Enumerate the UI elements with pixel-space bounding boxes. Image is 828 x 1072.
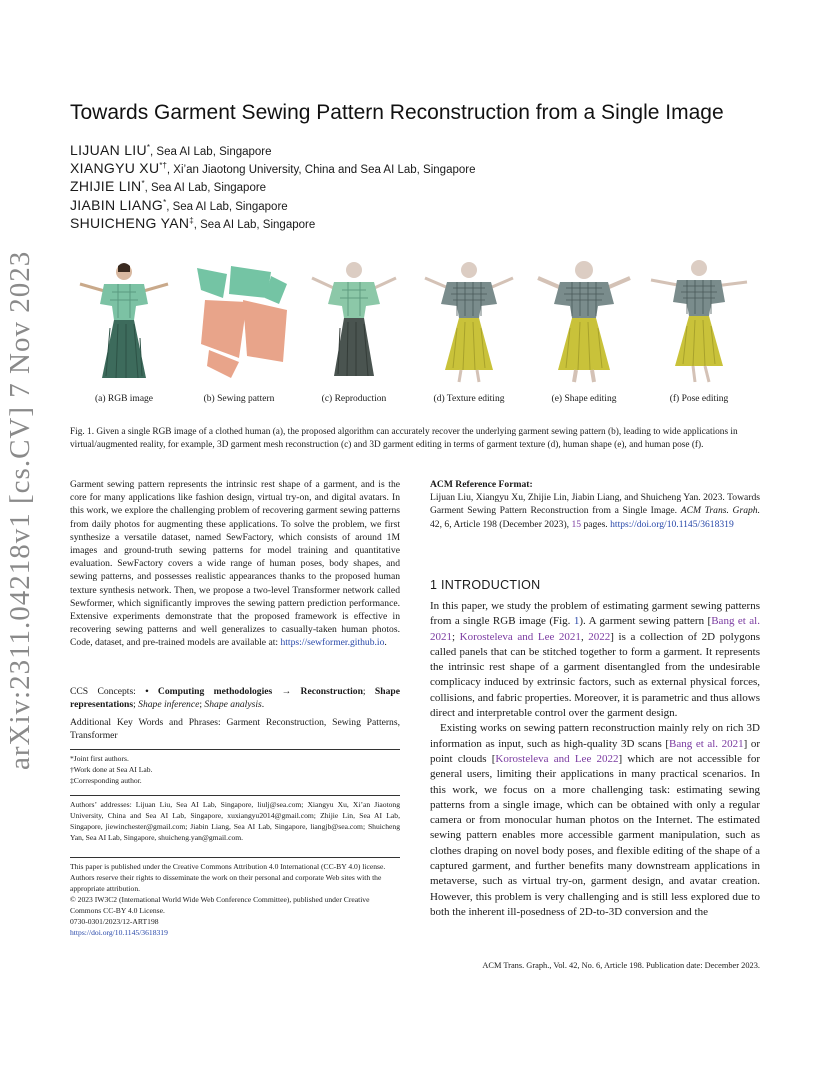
figure-panel-caption: (b) Sewing pattern xyxy=(203,394,275,404)
reference-doi-link[interactable]: https://doi.org/10.1145/3618319 xyxy=(610,518,734,530)
figure-panel-shape-editing xyxy=(528,258,640,390)
author-mark: *† xyxy=(159,161,167,171)
body-text: ] which are not accessible for general users, limiting their applications in many practical scenarios. In this work, we focus on a more challenging task: estimating sewing patterns from a single image, which can be obtained with only a regular camera or from monocular human photos on the Internet. The estimated sewing pattern enables more accessible garment manipulation, such as clothes draping on novel body poses, and flexible editing of the shape of a captured garment, and further benefits many downstream applications in metaverse, such as virtual try-on, garment design, and avatar creation. However, this problem is very challenging and is still less explored due to both the inherent ill-posedness of 2D-to-3D conversion and the xyxy=(430,752,760,918)
author-name: JIABIN LIANG xyxy=(70,197,164,213)
figure-ref-link[interactable]: 1 xyxy=(573,615,580,628)
citation-link[interactable]: Bang et al. 2021 xyxy=(669,737,744,750)
ccs-concepts xyxy=(70,685,400,711)
author-addresses: Authors’ addresses: Lijuan Liu, Sea AI Lab, Singapore, liulj@sea.com; Xiangyu Xu, Xi’an Jiaotong University, China and Sea AI Lab, Singapore, xuxiangyu2014@gmail.com; Zhijie Lin, Sea AI Lab, Singapore, jiewinchester@gmail.com; Jiabin Liang, Sea AI Lab, Singapore, liangjb@sea.com; Shuicheng Yan, Sea AI Lab, Singapore, shuicheng.yan@gmail.com. xyxy=(70,795,400,843)
reference-text: Lijuan Liu, Xiangyu Xu, Zhijie Lin, Jiabin Liang, and Shuicheng Yan. 2023. Towards Garment Sewing Pattern Reconstruction from a Single Image. xyxy=(430,492,760,517)
ccs-label: CCS Concepts: xyxy=(70,686,146,697)
author-5 xyxy=(70,215,315,231)
figure-panel-sewing-pattern xyxy=(183,258,295,390)
author-2 xyxy=(70,160,476,176)
author-affiliation: , Sea AI Lab, Singapore xyxy=(166,201,288,213)
body-text: ] is a collection of 2D polygons called panels that can be stitched together to form a garment. It represents the intrinsic rest shape of a garment disentangled from the undesirable complicacy induced by extrinsic factors, such as external physical forces, collisions, and fabric properties. Moreover, it is parametric and thus allows direct and interpretable control over the garment design. xyxy=(430,630,761,720)
section-heading-introduction: 1 INTRODUCTION xyxy=(430,578,541,592)
sewing-pattern-illustration xyxy=(183,258,295,390)
body-text: ] or point clouds [ xyxy=(430,737,760,765)
teaser-figure xyxy=(68,258,758,408)
body-text: Existing works on sewing pattern reconstruction mainly rely on rich 3D information as input, such as high-quality 3D scans [ xyxy=(430,722,760,750)
author-affiliation: , Sea AI Lab, Singapore xyxy=(144,182,267,194)
clothed-human-illustration xyxy=(68,258,180,390)
ccs-bold-term: • Computing methodologies → Reconstruction xyxy=(145,686,363,697)
figure-panel-texture-editing xyxy=(413,258,525,390)
ccs-separator: ; xyxy=(362,686,375,697)
citation-link[interactable]: 2022 xyxy=(588,630,611,643)
author-mark: ‡ xyxy=(189,216,194,226)
pose-editing-mannequin-illustration xyxy=(643,258,755,390)
author-3 xyxy=(70,178,266,194)
figure-panel-caption: (a) RGB image xyxy=(94,394,154,404)
figure-panel-rgb-image xyxy=(68,258,180,390)
article-number: 0730-0301/2023/12-ART198 xyxy=(70,917,159,926)
footnote: *Joint first authors. xyxy=(70,754,129,763)
journal-name: ACM Trans. Graph. xyxy=(680,505,760,517)
acm-reference-format xyxy=(430,478,760,531)
figure-panel-reproduction xyxy=(298,258,410,390)
abstract-end: . xyxy=(384,637,387,649)
body-text: , xyxy=(580,630,589,643)
author-4 xyxy=(70,197,288,213)
figure-panel-caption: (f) Pose editing xyxy=(669,394,729,404)
figure-panel-caption: (d) Texture editing xyxy=(433,394,505,404)
author-mark: * xyxy=(146,143,151,153)
ccs-end: . xyxy=(261,699,265,711)
body-text: ). A garment sewing pattern [ xyxy=(579,615,712,628)
figure-panel-caption: (c) Reproduction xyxy=(321,394,387,404)
author-affiliation: , Sea AI Lab, Singapore xyxy=(193,219,316,231)
figure-panel-caption: (e) Shape editing xyxy=(551,394,617,404)
body-text: ; xyxy=(452,630,460,643)
author-affiliation: , Sea AI Lab, Singapore xyxy=(150,146,272,158)
abstract xyxy=(70,478,400,650)
author-name: SHUICHENG YAN xyxy=(70,215,190,231)
project-link[interactable]: https://sewformer.github.io xyxy=(280,637,385,649)
citation-link[interactable]: Bang et al. 2021 xyxy=(430,615,760,643)
keywords-text: Additional Key Words and Phrases: Garment Reconstruction, Sewing Patterns, Transformer xyxy=(70,717,400,742)
license-text: This paper is published under the Creative Commons Attribution 4.0 International (CC-BY 4.0) license. Authors reserve their rights to disseminate the work on their personal and corporate Web sites with the appropriate attribution. xyxy=(70,862,386,893)
ccs-italic-term: Shape inference xyxy=(138,699,200,711)
texture-editing-mannequin-illustration xyxy=(413,258,525,390)
introduction-body xyxy=(430,599,760,920)
ccs-bold-term: Shape representations xyxy=(70,686,400,711)
abstract-text: Garment sewing pattern represents the intrinsic rest shape of a garment, and is the core for many applications like fashion design, virtual try-on, and digital avatars. In this work, we explore the challenging problem of recovering garment sewing patterns from daily photos for augmenting these applications. To solve the problem, we first synthesize a versatile dataset, named SewFactory, which consists of around 1M images and ground-truth sewing patterns for model training and quantitative evaluation. SewFactory covers a wide range of human poses, body shapes, and sewing patterns, and possesses realistic appearances thanks to the proposed human texture synthesis network. Then, we propose a two-level Transformer network called Sewformer, which significantly improves the sewing pattern prediction performance. Extensive experiments demonstrate that the proposed framework is effective in recovering sewing patterns and well generalizes to casually-taken human photos. Code, dataset, and pre-trained models are available at: xyxy=(70,479,400,649)
paper-title: Towards Garment Sewing Pattern Reconstruction from a Single Image xyxy=(70,101,724,124)
reference-text: 42, 6, Article 198 (December 2023), xyxy=(430,518,572,530)
figure-caption: Fig. 1. Given a single RGB image of a clothed human (a), the proposed algorithm can accurately recover the underlying garment sewing pattern (b), leading to wide applications in virtual/augmented reality, for example, 3D garment mesh reconstruction (c) and 3D garment editing in terms of garment texture (d), human shape (e), and human pose (f). xyxy=(70,427,738,450)
license-notice xyxy=(70,857,400,938)
reproduction-mannequin-illustration xyxy=(298,258,410,390)
page-footer: ACM Trans. Graph., Vol. 42, No. 6, Article 198. Publication date: December 2023. xyxy=(482,961,760,970)
author-1 xyxy=(70,142,272,158)
figure-panel-pose-editing xyxy=(643,258,755,390)
ccs-italic-term: Shape analysis xyxy=(204,699,262,711)
author-name: LIJUAN LIU xyxy=(70,142,147,158)
arxiv-identifier: arXiv:2311.04218v1 [cs.CV] 7 Nov 2023 xyxy=(4,250,36,770)
shape-editing-mannequin-illustration xyxy=(528,258,640,390)
author-affiliation: , Xi’an Jiaotong University, China and Sea AI Lab, Singapore xyxy=(166,164,476,176)
footnote: †Work done at Sea AI Lab. xyxy=(70,765,153,774)
body-text: In this paper, we study the problem of estimating garment sewing patterns from a single RGB image (Fig. xyxy=(430,600,760,628)
ccs-separator: ; xyxy=(199,699,205,711)
doi-link[interactable]: https://doi.org/10.1145/3618319 xyxy=(70,928,168,937)
author-mark: * xyxy=(163,198,167,208)
copyright-text: © 2023 IW3C2 (International World Wide Web Conference Committee), published under Creative Commons CC-BY 4.0 License. xyxy=(70,895,370,915)
footnote: ‡Corresponding author. xyxy=(70,776,142,785)
pages-link[interactable]: 15 xyxy=(571,518,582,530)
author-footnotes xyxy=(70,749,400,786)
keywords xyxy=(70,716,400,742)
author-name: ZHIJIE LIN xyxy=(70,178,142,194)
author-mark: * xyxy=(141,179,145,189)
ccs-separator: ; xyxy=(133,699,139,711)
citation-link[interactable]: Korosteleva and Lee 2022 xyxy=(495,752,619,765)
citation-link[interactable]: Korosteleva and Lee 2021 xyxy=(459,630,581,643)
acm-reference-heading: ACM Reference Format: xyxy=(430,479,533,490)
reference-text: pages. xyxy=(581,518,611,530)
author-name: XIANGYU XU xyxy=(70,160,160,176)
